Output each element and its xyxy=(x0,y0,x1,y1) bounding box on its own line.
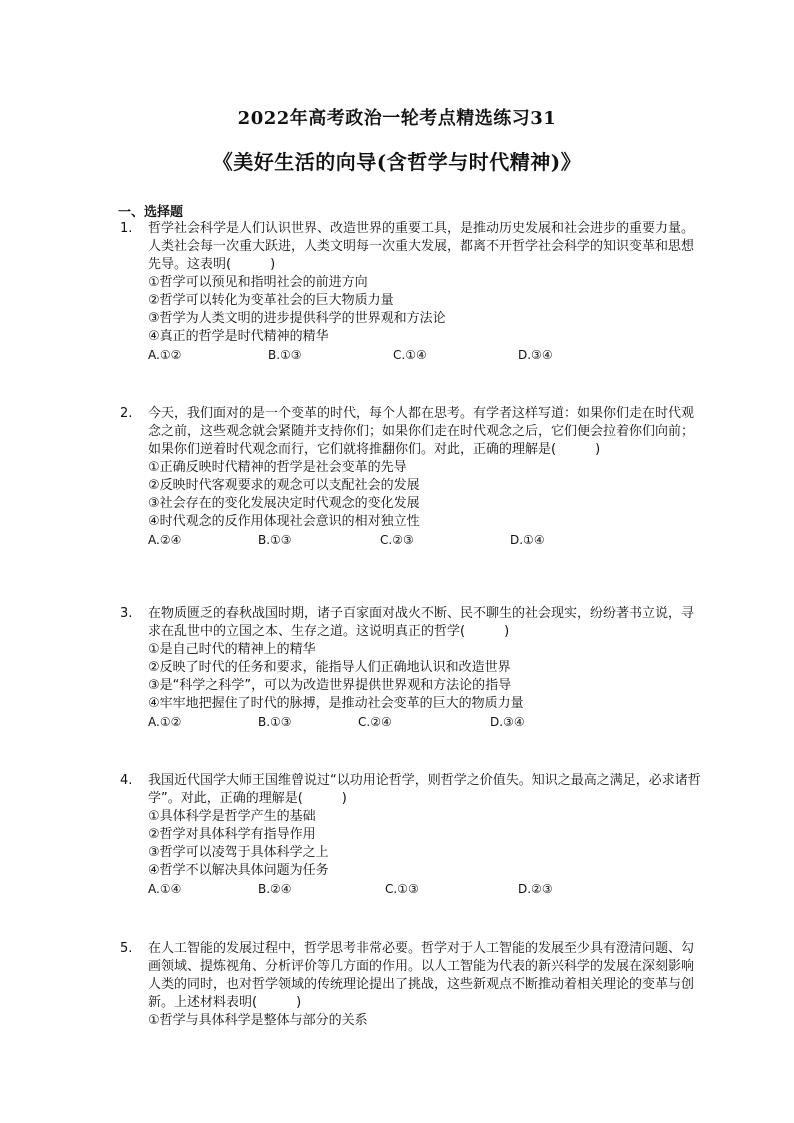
option-statement: ①正确反映时代精神的哲学是社会变革的先导 xyxy=(148,460,407,475)
choice-b: B.①③ xyxy=(268,348,302,362)
document-subtitle: 《美好生活的向导(含哲学与时代精神)》 xyxy=(212,150,582,174)
choice-d: D.②③ xyxy=(518,882,553,896)
option-statement: ①哲学可以预见和指明社会的前进方向 xyxy=(148,275,368,290)
question-5 xyxy=(120,940,704,1030)
option-statement: ④时代观念的反作用体现社会意识的相对独立性 xyxy=(148,514,420,529)
question-stem xyxy=(120,772,704,808)
question-stem xyxy=(120,220,704,274)
question-3 xyxy=(120,605,704,731)
choice-b: B.①③ xyxy=(258,533,292,547)
question-text: 我国近代国学大师王国维曾说过“以功用论哲学，则哲学之价值失。知识之最高之满足，必求诸哲学”。对此，正确的理解是( ) xyxy=(148,773,701,806)
choice-d: D.③④ xyxy=(518,348,553,362)
option-statement: ④真正的哲学是时代精神的精华 xyxy=(148,329,329,344)
option-statement: ③哲学可以凌驾于具体科学之上 xyxy=(148,845,329,860)
choice-a: A.①④ xyxy=(148,882,182,896)
answer-choices xyxy=(148,880,704,898)
choice-c: C.①③ xyxy=(385,882,419,896)
option-statement: ②反映了时代的任务和要求，能指导人们正确地认识和改造世界 xyxy=(148,660,511,675)
option-statement: ②反映时代客观要求的观念可以支配社会的发展 xyxy=(148,478,420,493)
choice-b: B.②④ xyxy=(258,882,292,896)
question-number: 2. xyxy=(120,406,133,421)
document-title: 2022年高考政治一轮考点精选练习31 xyxy=(237,108,557,129)
question-stem xyxy=(120,605,704,641)
answer-choices xyxy=(148,346,704,364)
question-number: 5. xyxy=(120,941,133,956)
choice-a: A.①② xyxy=(148,348,182,362)
answer-choices xyxy=(148,531,704,549)
option-statement: ①哲学与具体科学是整体与部分的关系 xyxy=(148,1013,368,1028)
choice-d: D.③④ xyxy=(490,715,525,729)
choice-c: C.②④ xyxy=(358,715,392,729)
question-1 xyxy=(120,220,704,364)
option-statement: ④哲学不以解决具体问题为任务 xyxy=(148,863,329,878)
option-statement: ②哲学可以转化为变革社会的巨大物质力量 xyxy=(148,293,394,308)
choice-c: C.①④ xyxy=(393,348,427,362)
option-statement: ①具体科学是哲学产生的基础 xyxy=(148,809,316,824)
choice-d: D.①④ xyxy=(510,533,545,547)
question-2 xyxy=(120,405,704,549)
question-number: 4. xyxy=(120,773,133,788)
option-statement: ③是“科学之科学”，可以为改造世界提供世界观和方法论的指导 xyxy=(148,678,512,693)
question-text: 今天，我们面对的是一个变革的时代，每个人都在思考。有学者这样写道：如果你们走在时代观念之前，这些观念就会紧随并支持你们；如果你们走在时代观念之后，它们便会拉着你们向前；如果你们逆着时代观念而行，它们就将推翻你们。对此，正确的理解是( ) xyxy=(148,406,695,457)
option-statement: ④牢牢地把握住了时代的脉搏，是推动社会变革的巨大的物质力量 xyxy=(148,696,524,711)
option-statement: ①是自己时代的精神上的精华 xyxy=(148,642,316,657)
answer-choices xyxy=(148,713,704,731)
section-heading: 一、选择题 xyxy=(118,205,184,220)
question-text: 在人工智能的发展过程中，哲学思考非常必要。哲学对于人工智能的发展至少具有澄清问题、勾画领域、提炼视角、分析评价等几方面的作用。以人工智能为代表的新兴科学的发展在深刻影响人类的同时，也对哲学领域的传统理论提出了挑战，这些新观点不断推动着相关理论的变革与创新。上述材料表明( ) xyxy=(148,941,695,1010)
option-statement: ③哲学为人类文明的进步提供科学的世界观和方法论 xyxy=(148,311,446,326)
choice-a: A.①② xyxy=(148,715,182,729)
question-stem xyxy=(120,940,704,1012)
option-statement: ③社会存在的变化发展决定时代观念的变化发展 xyxy=(148,496,420,511)
question-stem xyxy=(120,405,704,459)
question-text: 在物质匮乏的春秋战国时期，诸子百家面对战火不断、民不聊生的社会现实，纷纷著书立说，寻求在乱世中的立国之本、生存之道。这说明真正的哲学( ) xyxy=(148,606,695,639)
choice-a: A.②④ xyxy=(148,533,182,547)
question-text: 哲学社会科学是人们认识世界、改造世界的重要工具，是推动历史发展和社会进步的重要力量。人类社会每一次重大跃进，人类文明每一次重大发展，都离不开哲学社会科学的知识变革和思想先导。这表明( ) xyxy=(148,221,695,272)
choice-b: B.①③ xyxy=(258,715,292,729)
question-4 xyxy=(120,772,704,898)
option-statement: ②哲学对具体科学有指导作用 xyxy=(148,827,316,842)
question-number: 3. xyxy=(120,606,133,621)
choice-c: C.②③ xyxy=(380,533,414,547)
question-number: 1. xyxy=(120,221,133,236)
